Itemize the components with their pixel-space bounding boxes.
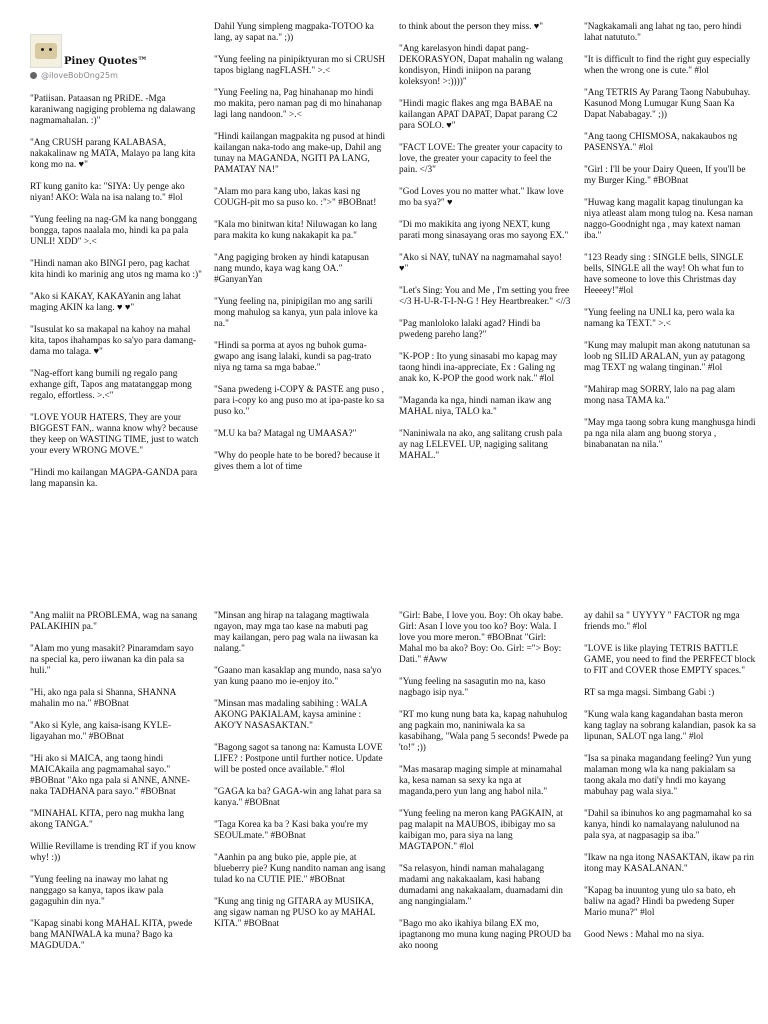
avatar-eye bbox=[41, 48, 44, 51]
quote-text: "Huwag kang magalit kapag tinulungan ka niya atleast alam mong tulog na. Kesa naman naggo-Goodnight nga , may katext naman iba." bbox=[584, 198, 753, 241]
quote-text: "Kung wala kang kagandahan basta meron kang taglay na sobrang kalandian, pasok ka sa lipunan, SALOT nga lang." #lol bbox=[584, 710, 756, 742]
quote-column-2 bbox=[214, 22, 386, 582]
quote-text: to think about the person they miss. ♥" bbox=[399, 22, 544, 32]
quote-text: "Yung feeling na meron kang PAGKAIN, at pag malapit na MAUBOS, ibibigay mo sa kaibigan mo, para siya na lang MAGTAPON." #lol bbox=[399, 809, 563, 852]
quote-column-1 bbox=[30, 94, 202, 582]
quote-text: Dahil Yung simpleng magpaka-TOTOO ka lang, ay sapat na." ;)) bbox=[214, 22, 374, 43]
quote-text: "M.U ka ba? Matagal ng UMAASA?" bbox=[214, 429, 357, 439]
quote-text: "Nag-effort kang bumili ng regalo pang exhange gift, Tapos ang matatanggap mong regalo, effortless. >.<" bbox=[30, 369, 192, 401]
quote-column-3 bbox=[399, 22, 571, 582]
quote-text: "Ang taong CHISMOSA, nakakaubos ng PASENSYA." #lol bbox=[584, 132, 738, 153]
quote-text: "Girl: Babe, I love you. Boy: Oh okay babe. Girl: Asan I love you too ko? Boy: Wala. I love you more meron." #BOBnat "Girl: Mahal mo ba ako? Boy: Oo. Girl: ="> Boy: Dati." #Aww bbox=[399, 611, 564, 665]
quote-text: "Isa sa pinaka magandang feeling? Yun yung malaman mong wla ka nang pakialam sa taong akala mo dati'y hndi mo kayang mabuhay pag wala siya." bbox=[584, 754, 752, 797]
quote-text: "Yung feeling na nag-GM ka nang bonggang bongga, tapos naalala mo, hindi ka pa pala UNLI! XDD" >.< bbox=[30, 215, 197, 247]
quote-text: "God Loves you no matter what." Ikaw love mo ba sya?" ♥ bbox=[399, 187, 564, 208]
quote-text: "Ang maliit na PROBLEMA, wag na sanang PALAKIHIN pa." bbox=[30, 611, 198, 632]
quote-text: "Patiisan. Pataasan ng PRiDE. -Mga karaniwang nagiging problema ng dalawang nagmamahalan. :)" bbox=[30, 94, 196, 126]
quote-text: "Yung feeling na sasagutin mo na, kaso nagbago isip nya." bbox=[399, 677, 546, 698]
quote-text: "Kung may malupit man akong natutunan sa loob ng SILID ARALAN, yun ay patagong mag TEXT ng walang tinginan." #lol bbox=[584, 341, 750, 373]
quote-text: "Ang pagiging broken ay hindi katapusan nang mundo, kaya wag kang OA." #GanyanYan bbox=[214, 253, 369, 285]
quote-text: "Minsan ang hirap na talagang magtiwala ngayon, may mga tao kase na mabuti pag may kailangan, pero pag wala na iiwasan ka nalang." bbox=[214, 611, 379, 654]
quote-text: "Ang karelasyon hindi dapat pang-DEKORASYON, Dapat mahalin ng walang kondisyon, Hindi iniipon na parang koleksyon! >:))))" bbox=[399, 44, 563, 87]
quote-column-7 bbox=[399, 611, 571, 1024]
quote-column-6 bbox=[214, 611, 386, 1024]
profile-handle[interactable]: @iloveBobOng25m bbox=[41, 71, 118, 80]
quote-text: "MINAHAL KITA, pero nag mukha lang akong TANGA." bbox=[30, 809, 185, 830]
profile-handle-row bbox=[30, 71, 118, 80]
quote-text: "K-POP : Ito yung sinasabi mo kapag may taong hindi ina-appreciate, Ex : Galing ng anak ko, K-POP the good work nak." #lol bbox=[399, 352, 558, 384]
quote-text: Good News : Mahal mo na siya. bbox=[584, 930, 705, 940]
quote-text: "Let's Sing: You and Me , I'm setting you free </3 H-U-R-T-I-N-G ! Hey Heartbreaker." <//3 bbox=[399, 286, 571, 307]
quote-text: "FACT LOVE: The greater your capacity to love, the greater your capacity to feel the pain. </3" bbox=[399, 143, 563, 175]
quote-text: "Mahirap mag SORRY, lalo na pag alam mong nasa TAMA ka." bbox=[584, 385, 736, 406]
quote-text: "GAGA ka ba? GAGA-win ang lahat para sa kanya." #BOBnat bbox=[214, 787, 382, 808]
quote-text: "It is difficult to find the right guy especially when the wrong one is cute." #lol bbox=[584, 55, 751, 76]
quote-text: Willie Revillame is trending RT if you know why! :)) bbox=[30, 842, 196, 863]
quote-text: "Pag manloloko lalaki agad? Hindi ba pwedeng pareho lang?" bbox=[399, 319, 541, 340]
quote-text: "Kapag sinabi kong MAHAL KITA, pwede bang MANIWALA ka muna? Bago ka MAGDUDA." bbox=[30, 919, 193, 951]
quote-text: "Kung ang tinig ng GITARA ay MUSIKA, ang sigaw naman ng PUSO ko ay MAHAL KITA." #BOBnat bbox=[214, 897, 376, 929]
quote-text: "Kapag ba inuuntog yung ulo sa bato, eh baliw na agad? Hindi ba pwedeng Super Mario muna?" #lol bbox=[584, 886, 736, 918]
quote-text: "Bago mo ako ikahiya bilang EX mo, ipagtanong mo muna kung naging PROUD ba ako noong bbox=[399, 919, 571, 951]
quote-text: "May mga taong sobra kung manghusga hindi pa nga nila alam ang buong storya , binabanatan na nila." bbox=[584, 418, 756, 450]
quote-text: "Hi ako si MAICA, ang taong hindi MAICAkaila ang pagmamahal sayo." #BOBnat "Ako nga pala si ANNE, ANNE-naka TADHANA para sayo." #BOBnat bbox=[30, 754, 191, 797]
quote-text: "Yung feeling na UNLI ka, pero wala ka namang ka TEXT." >.< bbox=[584, 308, 735, 329]
quote-text: "Hi, ako nga pala si Shanna, SHANNA mahalin mo na." #BOBnat bbox=[30, 688, 176, 709]
quote-text: "Ako si NAY, tuNAY na nagmamahal sayo! ♥" bbox=[399, 253, 562, 274]
avatar-face bbox=[35, 43, 57, 59]
quote-text: "Hindi naman ako BINGI pero, pag kachat kita hindi ko marinig ang utos ng mama ko :)" bbox=[30, 259, 202, 280]
quote-text: "Bagong sagot sa tanong na: Kamusta LOVE LIFE? : Postpone until further notice. Update will be posted once available." #lol bbox=[214, 743, 383, 775]
user-icon bbox=[30, 72, 37, 79]
quote-text: "Alam mo para kang ubo, lakas kasi ng COUGH-pit mo sa puso ko. :">" #BOBnat! bbox=[214, 187, 377, 208]
quote-text: "Isusulat ko sa makapal na kahoy na mahal kita, tapos ihahampas ko sa'yo para damang-dama mo talaga. ♥" bbox=[30, 325, 197, 357]
quote-text: "Dahil sa ibinuhos ko ang pagmamahal ko sa kanya, hindi ko namalayang nalulunod na pala sya, at nagpasagip sa iba." bbox=[584, 809, 752, 841]
quote-column-4 bbox=[584, 22, 756, 582]
quote-text: RT sa mga magsi. Simbang Gabi :) bbox=[584, 688, 715, 698]
quote-text: "Nagkakamali ang lahat ng tao, pero hindi lahat natututo." bbox=[584, 22, 742, 43]
quote-column-8 bbox=[584, 611, 756, 1024]
profile-header bbox=[30, 34, 202, 84]
quote-text: "Kala mo binitwan kita! Niluwagan ko lang para makita ko kung nakakapit ka pa." bbox=[214, 220, 377, 241]
quote-text: "Yung feeling na, pinipigilan mo ang sarili mong mahulog sa kanya, yun pala inlove ka na." bbox=[214, 297, 378, 329]
quote-text: "Sana pwedeng i-COPY & PASTE ang puso , para i-copy ko ang puso mo at ipa-paste ko sa puso ko." bbox=[214, 385, 385, 417]
quote-text: "Yung Feeling na, Pag hinahanap mo hindi mo makita, pero naman pag di mo hinahanap lagi lang nandoon." >.< bbox=[214, 88, 382, 120]
quote-text: "LOVE is like playing TETRIS BATTLE GAME, you need to find the PERFECT block to FIT and COVER those EMPTY spaces." bbox=[584, 644, 756, 676]
quote-text: "Ang TETRIS Ay Parang Taong Nabubuhay. Kasunod Mong Lumugar Kung Saan Ka Dapat Nababagay." ;)) bbox=[584, 88, 751, 120]
quote-text: "Yung feeling na inaway mo lahat ng nanggago sa kanya, tapos ikaw pala gagaguhin din nya." bbox=[30, 875, 169, 907]
quote-text: "Sa relasyon, hindi naman mahalagang madami ang nakakaalam, kasi habang dumadami ang nakakaalam, duamadami din ang nangingialam." bbox=[399, 864, 563, 907]
profile-name[interactable]: Piney Quotes™ bbox=[64, 56, 148, 67]
quote-text: "Hindi magic flakes ang mga BABAE na kailangan APAT DAPAT, Dapat parang C2 para SOLO. ♥" bbox=[399, 99, 558, 131]
quote-text: "Taga Korea ka ba ? Kasi baka you're my SEOULmate." #BOBnat bbox=[214, 820, 369, 841]
quote-text: "Aanhin pa ang buko pie, apple pie, at blueberry pie? Kung nandito naman ang isang tulad ko na CUTIE PIE." #BOBnat bbox=[214, 853, 386, 885]
quote-text: "Ako si KAKAY, KAKAYanin ang lahat maging AKIN ka lang. ♥ ♥" bbox=[30, 292, 181, 313]
quote-text: ay dahil sa " UYYYY " FACTOR ng mga friends mo." #lol bbox=[584, 611, 740, 632]
quote-text: RT kung ganito ka: "SIYA: Uy penge ako niyan! AKO: Wala na isa nalang to." #lol bbox=[30, 182, 185, 203]
quote-text: "Alam mo yung masakit? Pinaramdam sayo na special ka, pero iiwanan ka din pala sa huli." bbox=[30, 644, 194, 676]
avatar-eye bbox=[49, 48, 52, 51]
quote-text: "Ang CRUSH parang KALABASA, nakakalinaw ng MATA, Malayo pa lang kita kong mo na. ♥" bbox=[30, 138, 196, 170]
quote-text: "Ikaw na nga itong NASAKTAN, ikaw pa rin itong may KASALANAN." bbox=[584, 853, 754, 874]
quote-text: "LOVE YOUR HATERS, They are your BIGGEST FAN,. wanna know why? because they keep on WASTING TIME, just to watch your every WRONG MOVE." bbox=[30, 413, 199, 456]
quote-text: "RT mo kung nung bata ka, kapag nahuhulog ang pagkain mo, naniniwala ka sa kasabihang, "Wala pang 5 seconds! Pwede pa 'to!" ;)) bbox=[399, 710, 569, 753]
quote-text: "Hindi kailangan magpakita ng pusod at hindi kailangan naka-todo ang make-up, Dahil ang tunay na MAGANDA, NGITI PA LANG, PAMATAY NA!" bbox=[214, 132, 386, 175]
avatar[interactable] bbox=[30, 34, 62, 68]
quote-text: "Maganda ka nga, hindi naman ikaw ang MAHAL niya, TALO ka." bbox=[399, 396, 552, 417]
quote-column-5 bbox=[30, 611, 202, 1024]
quote-text: "Di mo makikita ang iyong NEXT, kung parati mong sinasayang oras mo sayong EX." bbox=[399, 220, 569, 241]
quote-text: "Naniniwala na ako, ang salitang crush pala ay nag LELEVEL UP, nagiging salitang MAHAL." bbox=[399, 429, 563, 461]
quote-text: "Why do people hate to be bored? because it gives them a lot of time bbox=[214, 451, 380, 472]
quote-text: "Ako si Kyle, ang kaisa-isang KYLE-ligayahan mo." #BOBnat bbox=[30, 721, 172, 742]
quote-text: "Yung feeling na pinipiktyuran mo si CRUSH tapos biglang nagFLASH." >.< bbox=[214, 55, 386, 76]
quote-text: "Hindi mo kailangan MAGPA-GANDA para lang mapansin ka. bbox=[30, 468, 198, 489]
quote-text: "Gaano man kasaklap ang mundo, nasa sa'yo yan kung paano mo ie-enjoy ito." bbox=[214, 666, 382, 687]
quote-text: "Girl : I'll be your Dairy Queen, If you'll be my Burger King." #BOBnat bbox=[584, 165, 746, 186]
quote-text: "Hindi sa porma at ayos ng buhok guma-gwapo ang isang lalaki, kundi sa pag-trato niya ng tama sa mga babae." bbox=[214, 341, 372, 373]
quote-text: "Minsan mas madaling sabihing : WALA AKONG PAKIALAM, kaysa aminine : AKO'Y NASASAKTAN." bbox=[214, 699, 368, 731]
quote-text: "123 Ready sing : SINGLE bells, SINGLE bells, SINGLE all the way! Oh what fun to have someone to love this Christmas day Heeeey!"#lol bbox=[584, 253, 744, 296]
quote-text: "Mas masarap maging simple at minamahal ka, kesa naman sa sexy ka nga at maganda,pero yun lang ang habol nila." bbox=[399, 765, 563, 797]
